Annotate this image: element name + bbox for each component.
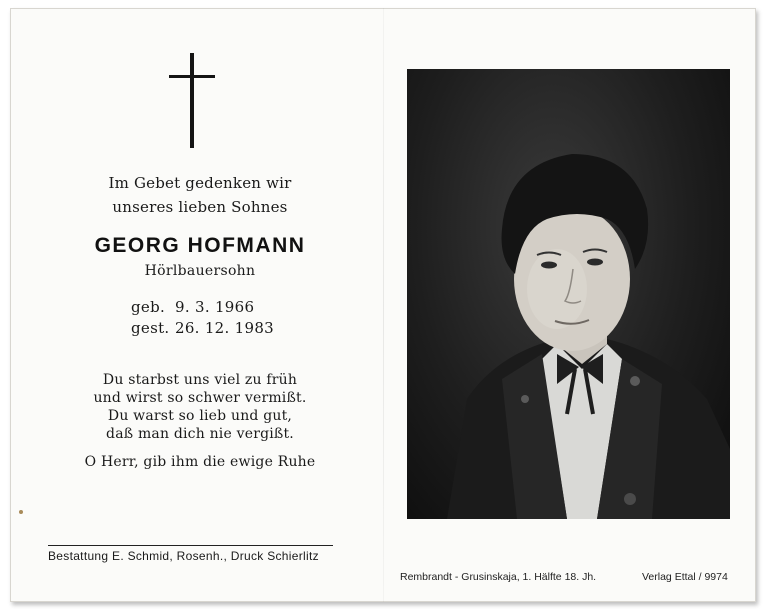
birth-row (131, 297, 274, 318)
prayer: O Herr, gib ihm die ewige Ruhe (84, 454, 316, 470)
death-row (131, 318, 274, 339)
footer-divider (48, 545, 333, 546)
image-credit: Rembrandt - Grusinskaja, 1. Hälfte 18. Jh. (400, 571, 597, 583)
intro-line-2: unseres lieben Sohnes (112, 198, 288, 216)
intro-text (40, 171, 360, 219)
deceased-subtitle: Hörlbauersohn (144, 263, 256, 279)
portrait-illustration (407, 69, 730, 519)
printer-credit: Bestattung E. Schmid, Rosenh., Druck Schierlitz (48, 549, 319, 563)
death-label: gest. (131, 319, 170, 337)
birth-date: 9. 3. 1966 (175, 298, 255, 316)
poem-line: daß man dich nie vergißt. (106, 426, 294, 442)
poem-line: und wirst so schwer vermißt. (93, 390, 307, 406)
portrait-photo (407, 69, 730, 519)
card-fold (383, 8, 384, 602)
life-dates (131, 297, 274, 339)
intro-line-1: Im Gebet gedenken wir (108, 174, 292, 192)
paper-speck (19, 510, 23, 514)
cross-icon (169, 53, 215, 148)
deceased-name: GEORG HOFMANN (94, 234, 306, 257)
poem-line: Du warst so lieb und gut, (107, 408, 293, 424)
birth-label: geb. (131, 298, 166, 316)
poem (40, 371, 360, 443)
publisher-credit: Verlag Ettal / 9974 (642, 571, 728, 583)
death-date: 26. 12. 1983 (175, 319, 275, 337)
poem-line: Du starbst uns viel zu früh (102, 372, 298, 388)
